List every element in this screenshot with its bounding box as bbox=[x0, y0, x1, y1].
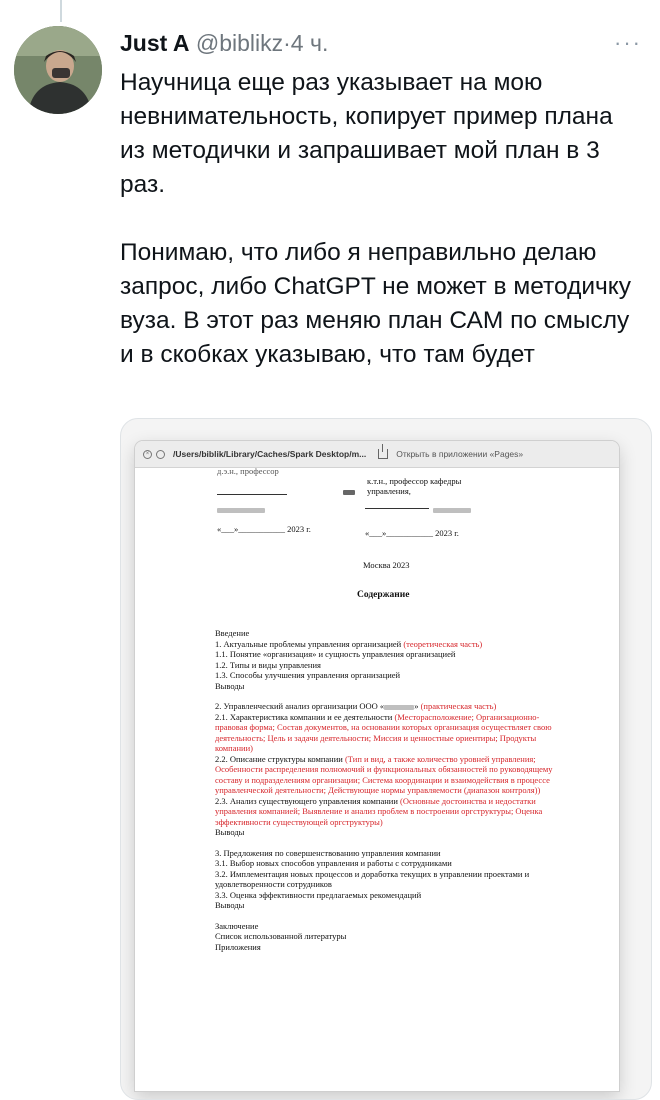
toc-item: Выводы bbox=[215, 900, 245, 910]
date-line-right: «___»___________ 2023 г. bbox=[365, 528, 459, 538]
toc-item bbox=[215, 796, 555, 828]
tweet-paragraph: Научница еще раз указывает на мою невнимательность, копирует пример плана из методички и запрашивает мой план в 3 раз. bbox=[120, 69, 613, 198]
redacted-name bbox=[343, 486, 355, 497]
toc-chapter: 2. Управленческий анализ организации ООО « bbox=[215, 701, 385, 711]
toc-note: (Месторасположение; Организационно-правовая форма; Состав документов, на основании которых организация осуществляет свою деятельность; Цель и задачи деятельности; Миссия и ценностные ориентиры; Продукты компании) bbox=[215, 711, 552, 753]
toc-item: 1.2. Типы и виды управления bbox=[215, 659, 321, 670]
toc-item: 1.1. Понятие «организация» и сущность управления организацией bbox=[215, 649, 456, 659]
close-icon[interactable]: × bbox=[143, 450, 152, 459]
signature-line bbox=[217, 494, 287, 495]
left-signatory-title: д.э.н., профессор bbox=[217, 466, 279, 476]
tweet-header bbox=[120, 28, 328, 58]
right-signatory-title-2: управления, bbox=[367, 486, 411, 496]
share-icon[interactable] bbox=[378, 449, 388, 459]
toc-item bbox=[215, 701, 555, 712]
fullscreen-icon[interactable] bbox=[156, 450, 165, 459]
toc-note: (Основные достоинства и недостатки управления компанией; Выявление и анализ проблем в построении оргструктуры; Оценка эффективности существующей оргструктуры) bbox=[215, 795, 543, 827]
toc-item: 1.3. Способы улучшения управления организацией bbox=[215, 670, 401, 680]
date-line-left: «___»___________ 2023 г. bbox=[217, 524, 311, 534]
toc-item: Заключение bbox=[215, 920, 259, 931]
redacted-name bbox=[433, 504, 471, 515]
author-name[interactable]: Just A bbox=[120, 30, 190, 56]
toc-note: (Тип и вид, а также количество уровней управления; Особенности распределения полномочий и функциональных обязанностей по руководящему составу и подразделениям организации; Система координации и взаимодействия в процессе управленческой деятельности; Действующие нормы управляемости (диапазон контроля)) bbox=[215, 753, 553, 795]
redacted-company bbox=[384, 705, 414, 710]
avatar[interactable] bbox=[14, 26, 102, 114]
tweet-text bbox=[120, 66, 640, 406]
toc-item: Выводы bbox=[215, 680, 245, 691]
toc-item: Введение bbox=[215, 628, 250, 638]
toc-section: 2.1. Характеристика компании и ее деятельности bbox=[215, 711, 393, 722]
toc-item: 3. Предложения по совершенствованию управления компании bbox=[215, 847, 441, 858]
toc-item: Приложения bbox=[215, 941, 261, 952]
attached-image[interactable] bbox=[120, 418, 652, 1100]
avatar-photo-icon bbox=[14, 26, 102, 114]
toc-note: (практическая часть) bbox=[420, 701, 497, 711]
toc-item: 3.2. Имплементация новых процессов и доработка текущих в управлении проектами и удовлетворенности сотрудников bbox=[215, 868, 530, 889]
more-options-icon[interactable]: ··· bbox=[614, 30, 642, 55]
city-year: Москва 2023 bbox=[363, 560, 410, 570]
toc-note: (теоретическая часть) bbox=[403, 638, 483, 649]
tweet-paragraph: Понимаю, что либо я неправильно делаю запрос, либо ChatGPT не может в методичку вуза. В этот раз меняю план САМ по смыслу и в скобках указываю, что там будет bbox=[120, 239, 632, 368]
tweet-time[interactable]: 4 ч. bbox=[290, 30, 329, 56]
thread-line bbox=[60, 0, 62, 22]
redacted-name bbox=[217, 504, 265, 515]
toc-item: Выводы bbox=[215, 827, 245, 837]
toc-item bbox=[215, 712, 555, 754]
preview-window bbox=[135, 441, 619, 1091]
right-signatory-title-1: к.т.н., профессор кафедры bbox=[367, 476, 462, 486]
file-path: /Users/biblik/Library/Caches/Spark Desktop/m... bbox=[173, 449, 367, 459]
author-handle[interactable]: @biblikz bbox=[195, 30, 284, 56]
toc-item: 3.3. Оценка эффективности предлагаемых рекомендаций bbox=[215, 889, 422, 900]
toc-title: Содержание bbox=[357, 590, 410, 600]
window-titlebar bbox=[135, 441, 619, 468]
signature-line bbox=[365, 508, 429, 509]
toc-section: 2.2. Описание структуры компании bbox=[215, 753, 343, 764]
toc-chapter: 1. Актуальные проблемы управления организацией bbox=[215, 638, 402, 649]
toc-section: 2.3. Анализ существующего управления компании bbox=[215, 795, 398, 806]
toc-item bbox=[215, 639, 555, 650]
open-in-pages-button[interactable]: Открыть в приложении «Pages» bbox=[396, 449, 524, 459]
separator-dot: · bbox=[283, 30, 291, 56]
toc-item: Список использованной литературы bbox=[215, 931, 347, 941]
table-of-contents bbox=[215, 628, 555, 952]
toc-item bbox=[215, 754, 555, 796]
toc-item: 3.1. Выбор новых способов управления и работы с сотрудниками bbox=[215, 858, 452, 868]
toc-chapter-end: » bbox=[414, 701, 419, 711]
